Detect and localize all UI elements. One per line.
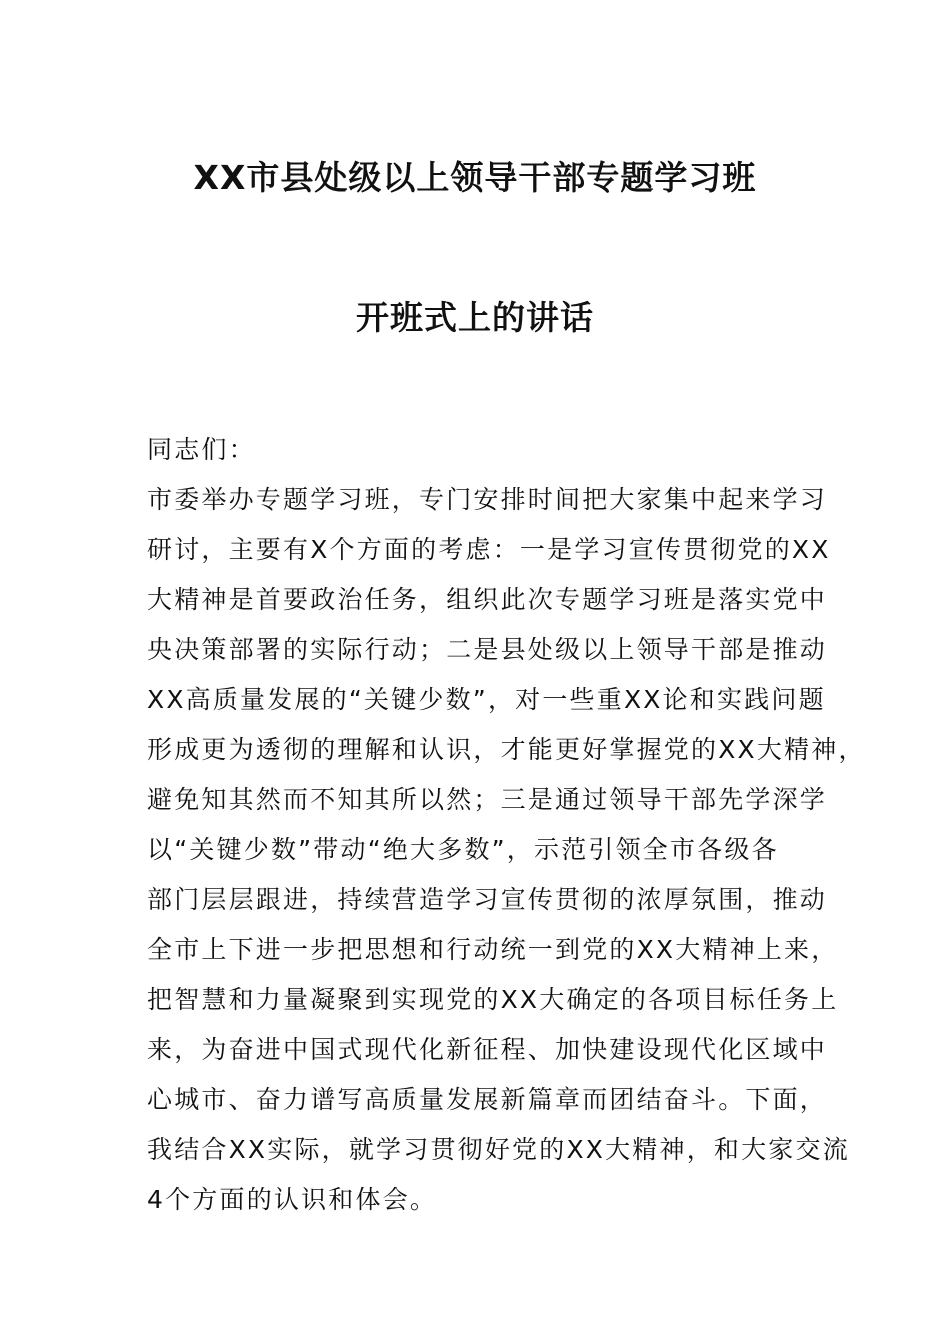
body-paragraph (147, 475, 866, 1225)
paragraph-line: 部门层层跟进，持续营造学习宣传贯彻的浓厚氛围，推动 (147, 885, 828, 914)
paragraph-line: 4个方面的认识和体会。 (147, 1185, 438, 1214)
paragraph-line: 形成更为透彻的理解和认识，才能更好掌握党的XX大精神， (147, 735, 866, 764)
document-title-line-2: 开班式上的讲话 (356, 298, 594, 337)
salutation: 同志们： (147, 435, 256, 464)
paragraph-line: 央决策部署的实际行动；二是县处级以上领导干部是推动 (147, 635, 828, 664)
paragraph-line: 研讨，主要有X个方面的考虑：一是学习宣传贯彻党的XX (147, 535, 831, 564)
paragraph-line: 我结合XX实际，就学习贯彻好党的XX大精神，和大家交流 (147, 1135, 850, 1164)
paragraph-line: 避免知其然而不知其所以然；三是通过领导干部先学深学 (147, 785, 828, 814)
paragraph-line: 全市上下进一步把思想和行动统一到党的XX大精神上来， (147, 935, 839, 964)
paragraph-line: 把智慧和力量凝聚到实现党的XX大确定的各项目标任务上 (147, 985, 839, 1014)
paragraph-line: XX高质量发展的“关键少数”，对一些重XX论和实践问题 (147, 685, 826, 714)
document-title-line-1: XX市县处级以上领导干部专题学习班 (193, 158, 757, 197)
paragraph-line: 以“关键少数”带动“绝大多数”，示范引领全市各级各 (147, 835, 779, 864)
paragraph-line: 市委举办专题学习班，专门安排时间把大家集中起来学习 (147, 485, 828, 514)
paragraph-line: 心城市、奋力谱写高质量发展新篇章而团结奋斗。下面， (147, 1085, 828, 1114)
paragraph-line: 来，为奋进中国式现代化新征程、加快建设现代化区域中 (147, 1035, 828, 1064)
paragraph-line: 大精神是首要政治任务，组织此次专题学习班是落实党中 (147, 585, 828, 614)
